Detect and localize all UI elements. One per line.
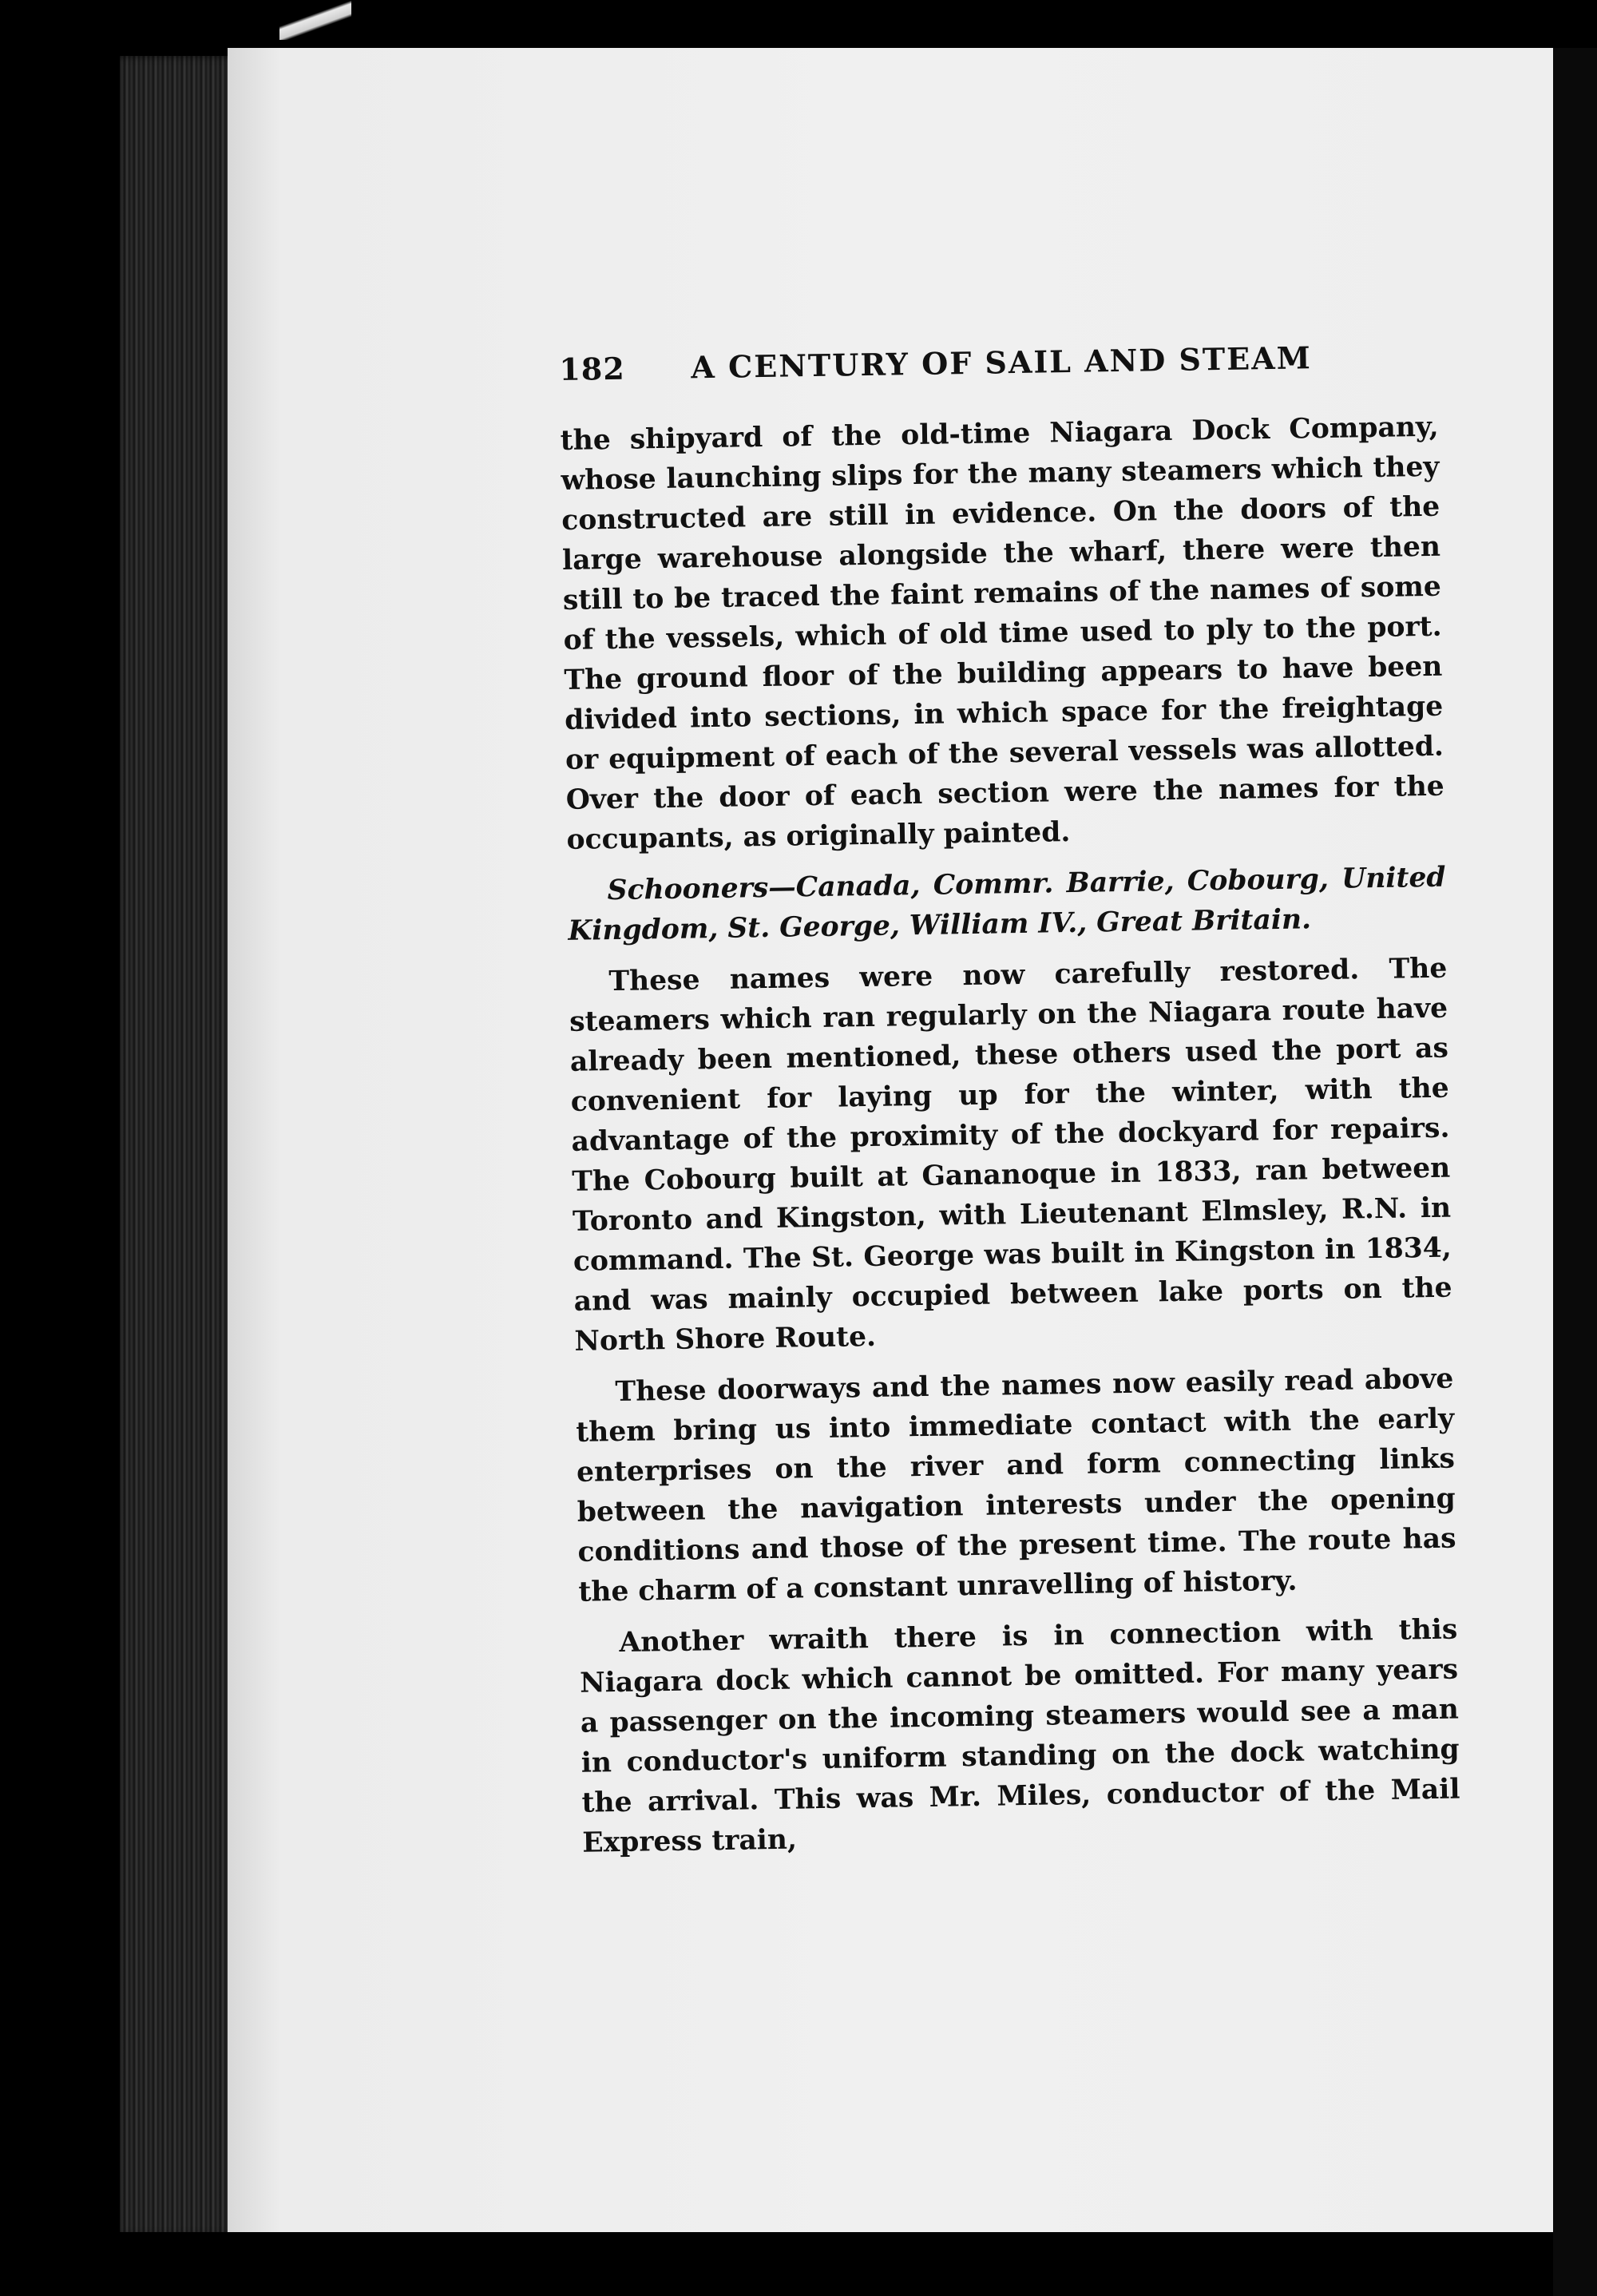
paragraph-doorways: These doorways and the names now easily read above them bring us into immediate contact with the early enterprises on the river and form connecting links between the navigation interests under the opening conditions and those of the present time. The route has the charm of a constant unravelling of history. <box>575 1362 1456 1608</box>
paragraph-names-restored: These names were now carefully restored. The steamers which ran regularly on the Niagara route have already been mentioned, these others used the port as convenient for laying up for the winter, with the advantage of the proximity of the dockyard for repairs. The Cobourg built at Gananoque in 1833, ran between Toronto and Kingston, with Lieutenant Elmsley, R.N. in command. The St. George was built in Kingston in 1834, and was mainly occupied between lake ports on the North Shore Route. <box>569 952 1452 1358</box>
scan-corner-artifact <box>279 0 351 40</box>
page-text-block <box>559 338 1461 1863</box>
paragraph-shipyard: the shipyard of the old-time Niagara Dock Company, whose launching slips for the many steamers which they constructed are still in evidence. On the doors of the large warehouse alongside the wharf, there were then still to be traced the faint remains of the names of some of the vessels, which of old time used to ply to the port. The ground floor of the building appears to have been divided into sections, in which space for the freightage or equipment of each of the several vessels was allotted. Over the door of each section were the names for the occupants, as originally painted. <box>560 410 1445 856</box>
paragraph-schooner-names: Schooners—Canada, Commr. Barrie, Cobourg, United Kingdom, St. George, William IV., Great Britain. <box>568 861 1446 947</box>
scan-dark-margin <box>1553 48 1597 2296</box>
page-number: 182 <box>559 350 626 387</box>
scan-bottom-border <box>120 2232 1553 2296</box>
paragraph-wraith: Another wraith there is in connection with this Niagara dock which cannot be omitted. For many years a passenger on the incoming steamers would see a man in conductor's uniform standing on the dock watching the arrival. This was Mr. Miles, conductor of the Mail Express train, <box>579 1613 1460 1859</box>
book-page-edges <box>120 56 240 2236</box>
running-title: A CENTURY OF SAIL AND STEAM <box>690 339 1313 386</box>
